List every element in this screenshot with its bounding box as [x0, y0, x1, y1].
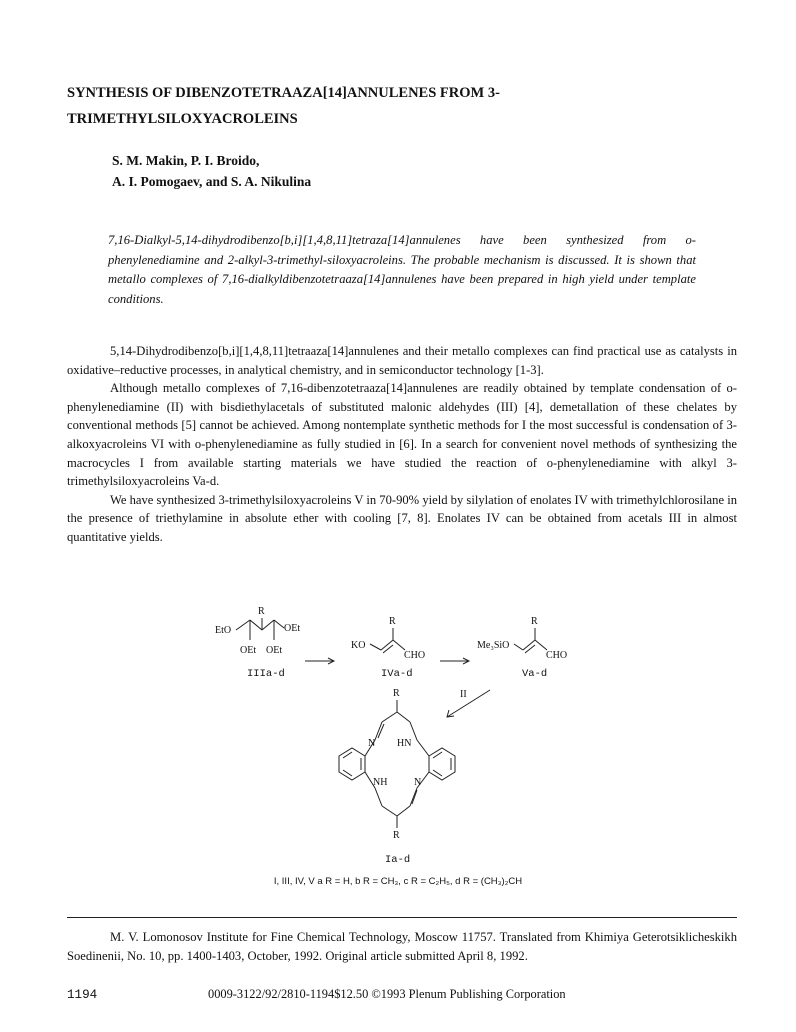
author-list — [112, 150, 311, 192]
footnote — [67, 928, 737, 965]
title-line-1: SYNTHESIS OF DIBENZOTETRAAZA[14]ANNULENES FROM 3- — [67, 85, 500, 101]
compound-label-product: Ia-d — [385, 854, 411, 866]
label-N: N — [414, 777, 422, 788]
label-R: R — [531, 616, 538, 627]
label-R: R — [389, 616, 396, 627]
label-OEt: OEt — [266, 645, 283, 656]
paragraph-3: We have synthesized 3-trimethylsiloxyacroleins V in 70-90% yield by silylation of enolates IV with trimethylchlorosilane in the presence of triethylamine in absolute ether with cooling [7, 8]. Enolates IV can be obtained from acetals III in almost quantitative yields. — [67, 492, 737, 544]
label-R: R — [393, 688, 400, 699]
label-HN: HN — [397, 738, 412, 749]
article-title — [67, 80, 587, 132]
paragraph-1: 5,14-Dihydrodibenzo[b,i][1,4,8,11]tetraaza[14]annulenes and their metallo complexes can find practical use as catalysts in oxidative–reductive processes, in analytical chemistry, and in semiconductor technology [1-3]. — [67, 344, 737, 377]
paragraph-2: Although metallo complexes of 7,16-dibenzotetraaza[14]annulenes are readily obtained by template condensation of o-phenylenediamine (II) with bisdiethylacetals of substituted malonic aldehydes (III) [4], demetallation of these chelates by conventional methods [5] cannot be achieved. Among nontemplate synthetic methods for I the most successful is condensation of 3-alkoxyacroleins VI with o-phenylenediamine as fully studied in [6]. In a search for convenient novel methods of synthesizing the macrocycles I from available starting materials we have studied the reaction of o-phenylenediamine with alkyl 3-trimethylsiloxyacroleins Va-d. — [67, 381, 737, 489]
label-EtO: EtO — [215, 625, 232, 636]
abstract: 7,16-Dialkyl-5,14-dihydrodibenzo[b,i][1,4,8,11]tetraza[14]annulenes have been synthesized from o-phenylenediamine and 2-alkyl-3-trimethyl-siloxyacroleins. The probable mechanism is discussed. It is shown that metallo complexes of 7,16-dialkyldibenzotetraaza[14]annulenes have been prepared in high yield under template conditions. — [108, 233, 696, 306]
reaction-scheme — [0, 600, 796, 900]
label-R: R — [393, 830, 400, 841]
label-OEt: OEt — [240, 645, 257, 656]
footnote-text: M. V. Lomonosov Institute for Fine Chemical Technology, Moscow 11757. Translated from Khimiya Geterotsiklicheskikh Soedinenii, No. 10, pp. 1400-1403, October, 1992. Original article submitted April 8, 1992. — [67, 930, 737, 963]
page-number: 1194 — [67, 988, 98, 1002]
reagent-label-II: II — [460, 689, 467, 700]
compound-label-enolate: IVa-d — [381, 668, 413, 680]
scheme-caption: I, III, IV, V a R = H, b R = CH₃, c R = C₂H₅, d R = (CH₃)₂CH — [273, 876, 523, 887]
compound-label-acetal: IIIa-d — [247, 668, 285, 680]
label-R: R — [258, 606, 265, 617]
label-NH: NH — [373, 777, 388, 788]
label-CHO: CHO — [546, 650, 568, 661]
label-N: N — [368, 738, 376, 749]
footnote-divider — [67, 917, 737, 918]
label-CHO: CHO — [404, 650, 426, 661]
label-KO: KO — [351, 640, 366, 651]
label-Me3SiO: Me₃SiO — [477, 640, 510, 651]
authors-line-1: S. M. Makin, P. I. Broido, — [112, 153, 260, 168]
title-line-2: TRIMETHYLSILOXYACROLEINS — [67, 111, 298, 127]
body-text — [67, 342, 737, 547]
issn-line: 0009-3122/92/2810-1194$12.50 ©1993 Plenum Publishing Corporation — [208, 987, 566, 1001]
label-OEt: OEt — [284, 623, 301, 634]
authors-line-2: A. I. Pomogaev, and S. A. Nikulina — [112, 174, 312, 189]
compound-label-siloxy: Va-d — [522, 668, 548, 680]
